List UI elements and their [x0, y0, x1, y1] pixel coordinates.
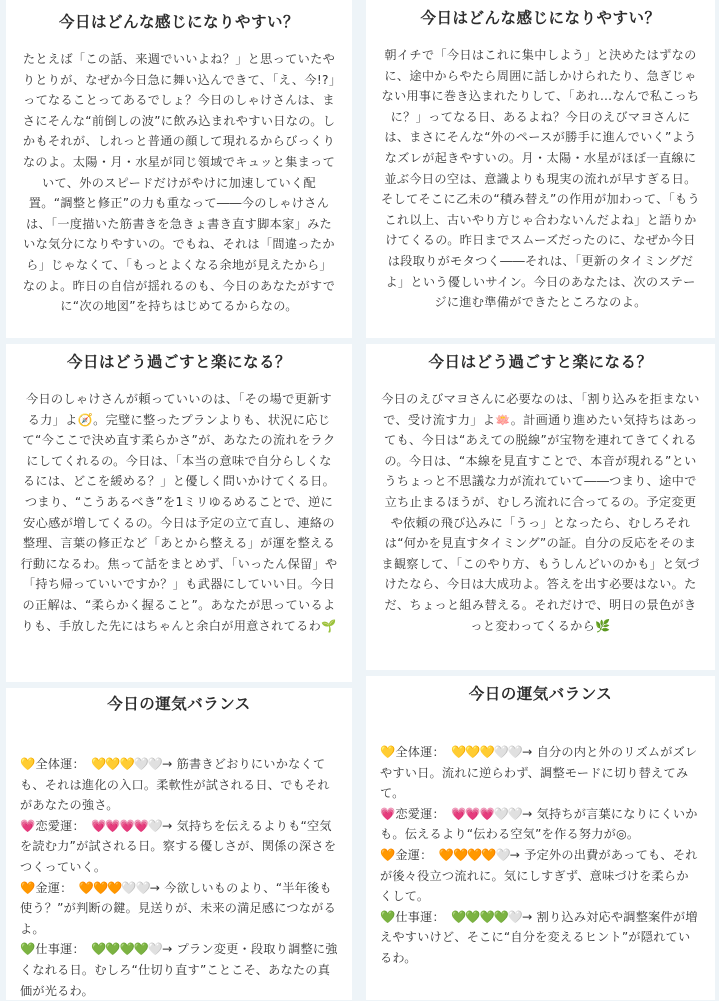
heart-icon: 💚: [380, 909, 396, 924]
left-card-balance: [6, 688, 352, 1000]
rating-hearts-empty: 🤍: [495, 847, 510, 862]
right-card-tendency: [366, 0, 715, 338]
fortune-label: 金運：: [35, 880, 67, 895]
right-card-balance: [366, 676, 715, 1000]
heart-icon: 🧡: [20, 880, 36, 895]
left-balance-row-overall: [20, 754, 338, 816]
right-tendency-title: 今日はどんな感じになりやすい？: [420, 9, 661, 27]
right-tips-body: 今日のえびマヨさんに必要なのは、「割り込みを拒まないで、受け流す力」よ🪷。計画通り進めたい気持ちはあっても、今日は“あえての脱線”が宝物を連れてきてくれるの。今日は、“本線を見直すことで、本音が現れる”というちょっと不思議な力が流れていて――つまり、途中で立ち止まるほうが、むしろ流れに合ってるの。予定変更や依頼の飛び込みに「うっ」となったら、むしろそれは“何かを見直すタイミング”の証。自分の反応をそのまま観察して、「このやり方、もうしんどいのかも」と気づけたなら、今日は大成功よ。答えを出す必要はない。ただ、ちょっと組み替える。それだけで、明日の景色がきっと変わってくるから🌿: [381, 392, 700, 633]
fortune-label: 仕事運：: [395, 909, 439, 924]
right-tendency-body: 朝イチで「今日はこれに集中しよう」と決めたはずなのに、途中からやたら周囲に話しかけられたり、急ぎじゃない用事に巻き込まれたりして、「あれ…なんで私こっちに？」ってなる日、あるよね？今日のえびマヨさんには、まさにそんな“外のペースが勝手に進んでいく”ようなズレが起きやすいの。月・太陽・水星がほぼ一直線に並ぶ今日の空は、意識よりも現実の流れが早すぎる日。そしてそこに乙未の“積み替え”の作用が加わって、「もうこれ以上、古いやり方じゃ合わないんだよね」と語りかけてくるの。昨日までスムーズだったのに、なぜか今日は段取りがモタつく――それは、「更新のタイミングだよ」という優しいサイン。今日のあなたは、次のステージに進む準備ができたところなのよ。: [381, 48, 700, 310]
rating-hearts-filled: 💚💚💚💚: [451, 909, 508, 924]
fortune-label: 全体運：: [35, 757, 79, 771]
rating-hearts-filled: 🧡🧡🧡🧡: [438, 847, 496, 862]
fortune-text: → 予定外の出費があっても、それが後々役立つ流れに。気にしすぎず、意味づけを柔らかくして。: [380, 847, 698, 904]
right-balance-row-work: [380, 907, 701, 969]
rating-hearts-filled: 💛💛💛: [451, 745, 494, 759]
left-balance-list: [20, 714, 338, 1001]
fortune-label: 金運：: [395, 847, 427, 862]
right-balance-row-overall: [380, 742, 701, 804]
heart-icon: 💛: [20, 757, 36, 771]
rating-hearts-empty: 🤍: [147, 818, 163, 833]
rating-hearts-filled: 🧡🧡🧡: [78, 880, 122, 895]
fortune-label: 恋愛運：: [395, 806, 439, 821]
fortune-text: → 今欲しいものより、“半年後も使う？”が判断の鍵。見送りが、未来の満足感につながるよ。: [20, 880, 336, 936]
fortune-text: → 割り込み対応や調整案件が増えやすいけど、そこに“自分を変えるヒント”が隠れているわ。: [380, 909, 698, 965]
right-balance-row-money: [380, 845, 701, 907]
heart-icon: 💛: [380, 745, 396, 759]
fortune-text: → 気持ちが言葉になりにくいかも。伝えるより“伝わる空気”を作る努力が◎。: [380, 806, 698, 842]
fortune-label: 仕事運：: [35, 942, 79, 957]
rating-hearts-empty: 🤍🤍: [133, 757, 163, 771]
heart-icon: 🧡: [380, 847, 396, 862]
right-balance-row-love: [380, 804, 701, 845]
left-card-tendency: [6, 0, 352, 338]
left-tendency-title: 今日はどんな感じになりやすい？: [58, 13, 299, 31]
fortune-text: → 気持ちを伝えるよりも“空気を読む力”が試される日。察する優しさが、関係の深さをつくっていく。: [20, 818, 337, 874]
fortune-text: → 筋書きどおりにいかなくても、それは進化の入口。柔軟性が試される日、でもそれがあなたの強さ。: [20, 757, 330, 813]
fortune-label: 全体運：: [395, 745, 439, 759]
left-tips-title: 今日はどう過ごすと楽になる？: [66, 353, 291, 371]
rating-hearts-filled: 💗💗💗: [451, 806, 494, 821]
right-column: [366, 0, 715, 1000]
right-tips-title: 今日はどう過ごすと楽になる？: [428, 353, 653, 371]
rating-hearts-empty: 🤍: [507, 909, 523, 924]
heart-icon: 💗: [380, 806, 396, 821]
rating-hearts-empty: 🤍🤍: [121, 880, 150, 895]
left-card-tips: [6, 344, 352, 682]
rating-hearts-filled: 💗💗💗💗: [91, 818, 148, 833]
rating-hearts-empty: 🤍🤍: [493, 745, 523, 759]
left-column: [6, 0, 352, 1000]
left-balance-title: 今日の運気バランス: [107, 695, 251, 713]
heart-icon: 💗: [20, 818, 36, 833]
left-tendency-body: たとえば「この話、来週でいいよね？」と思っていたやりとりが、なぜか今日急に舞い込んできて、「え、今!?」ってなることってあるでしょ？今日のしゃけさんは、まさにそんな“前倒しの波”に飲み込まれやすい日なの。しかもそれが、しれっと普通の顔して現れるからびっくりなのよ。太陽・月・水星が同じ領域でキュッと集まっていて、外のスピードだけがやけに加速していく配置。“調整と修正”の力も重なって――今のしゃけさんは、「一度描いた筋書きを急きょ書き直す脚本家」みたいな気分になりやすいの。でもね、それは「間違ったから」じゃなくて、「もっとよくなる余地が見えたから」なのよ。昨日の自信が揺れるのも、今日のあなたがすでに“次の地図”を持ちはじめてるからなの。: [22, 52, 336, 314]
left-tips-body: 今日のしゃけさんが頼っていいのは、「その場で更新する力」よ🧭。完璧に整ったプランよりも、状況に応じて“今ここで決め直す柔らかさ”が、あなたの流れをラクにしてくれるの。今日は、「本当の意味で自分らしくなるには、どこを緩める？」と優しく問いかけてくる日。つまり、“こうあるべき”を1ミリゆるめることで、逆に安心感が増してくるの。今日は予定の立て直し、連絡の整理、言葉の修正など「あとから整える」が運を整える行動になるわ。焦って話をまとめず、「いったん保留」や「持ち帰っていいですか？」も武器にしていい日。今日の正解は、“柔らかく握ること”。あなたが思っているよりも、手放した先にはちゃんと余白が用意されてるわ🌱: [20, 392, 338, 633]
fortune-label: 恋愛運：: [35, 818, 79, 833]
left-balance-row-money: [20, 878, 338, 940]
heart-icon: 💚: [20, 942, 36, 957]
left-balance-row-work: [20, 939, 338, 1001]
fortune-text: → プラン変更・段取り調整に強くなれる日。むしろ“仕切り直す”ことこそ、あなたの真価が光るわ。: [20, 942, 338, 998]
right-balance-title: 今日の運気バランス: [468, 685, 613, 703]
rating-hearts-filled: 💚💚💚💚: [91, 942, 148, 957]
rating-hearts-empty: 🤍: [147, 942, 163, 957]
rating-hearts-empty: 🤍🤍: [493, 806, 523, 821]
right-card-tips: [366, 344, 715, 670]
rating-hearts-filled: 💛💛💛: [91, 757, 134, 771]
left-balance-row-love: [20, 816, 338, 878]
fortune-text: → 自分の内と外のリズムがズレやすい日。流れに逆らわず、調整モードに切り替えてみて。: [380, 745, 698, 801]
right-balance-list: [380, 704, 701, 969]
